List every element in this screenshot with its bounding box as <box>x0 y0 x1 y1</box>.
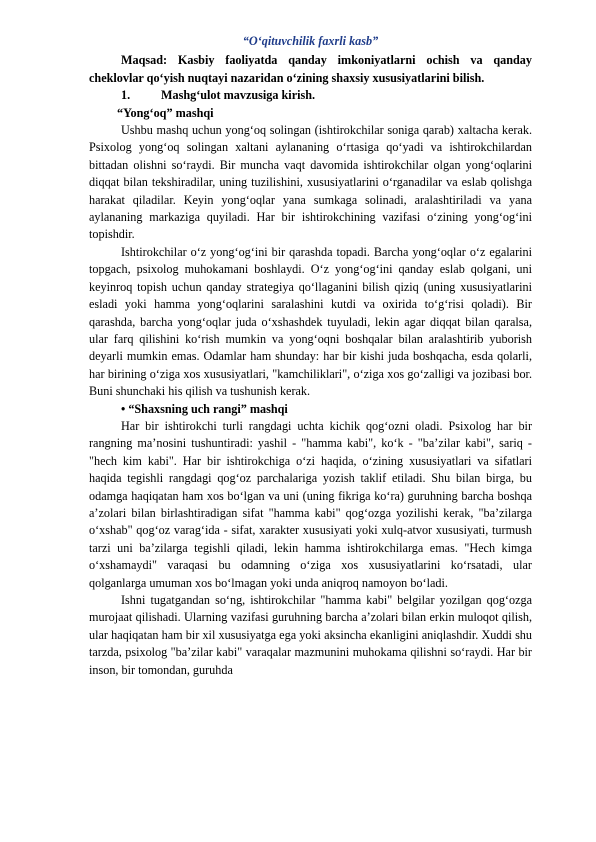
numbered-item <box>89 87 532 104</box>
item-text: Mashg‘ulot mavzusiga kirish. <box>161 88 316 103</box>
document-page <box>89 33 532 679</box>
item-number: 1. <box>121 88 131 103</box>
exercise1-paragraph-2: Ishtirokchilar o‘z yong‘og‘ini bir qarashda topadi. Barcha yong‘oqlar o‘z egalarini topgach, psixolog muhokamani boshlaydi. O‘z yong‘og‘ini qanday eslab qolgani, uni keyinroq topish uchun qanday strategiya qo‘llaganini bilish qiziq (uning xususiyatlarini esladi yoki hamma yong‘oqlarini saralashini kutdi va oxirida to‘g‘risi qoladi). Bir qarashda, barcha yong‘oqlar juda o‘xshashdek tuyuladi, lekin agar diqqat bilan qaralsa, ular farq qilishini ko‘rish mumkin va yong‘oqni boshqalar bilan aralashtirib yuborish deyarli mumkin emas. Odamlar ham shunday: har bir kishi juda boshqacha, esda qolarli, har birining o‘ziga xos xususiyatlari, "kamchiliklari", o‘ziga xos go‘zalligi va jozibasi bor. Buni shunchaki his qilish va tushunish kerak. <box>89 244 532 399</box>
aim-paragraph: Maqsad: Kasbiy faoliyatda qanday imkoniyatlarni ochish va qanday cheklovlar qo‘yish nuqtayi nazaridan o‘zining shaxsiy xususiyatlarini bilish. <box>89 53 532 85</box>
exercise1-paragraph-1: Ushbu mashq uchun yong‘oq solingan (ishtirokchilar soniga qarab) xaltacha kerak. Psixolog yong‘oq solingan xaltani aylananing o‘rtasiga qo‘yadi va ishtirokchilardan bittadan olishni so‘raydi. Bir muncha vaqt davomida ishtirokchilar olgan yong‘oqlarini diqqat bilan tekshiradilar, uning tuzilishini, xususiyatlarini o‘rganadilar va eslab qolishga harakat qiladilar. Keyin yong‘oqlar yana sumkaga solinadi, aralashtiriladi va yana aylananing markaziga quyiladi. Har bir ishtirokchining vazifasi o‘zining yong‘og‘ini topishdir. <box>89 123 532 242</box>
exercise2-paragraph-2: Ishni tugatgandan so‘ng, ishtirokchilar "hamma kabi" belgilar yozilgan qog‘ozga murojaat qilishadi. Ularning vazifasi guruhning barcha a’zolari bilan erkin muloqot qilish, ular haqiqatan ham bir xil xususiyatga ega yoki aksincha ekanligini aniqlashdir. Xuddi shu tarzda, psixolog "ba’zilar kabi" varaqalar mazmunini muhokama qilishni so‘raydi. Har bir inson, bir tomondan, guruhda <box>89 593 532 677</box>
document-title: “O‘qituvchilik faxrli kasb” <box>242 34 379 48</box>
exercise2-paragraph-1: Har bir ishtirokchi turli rangdagi uchta kichik qog‘ozni oladi. Psixolog har bir rangning ma’nosini tushuntiradi: yashil - "hamma kabi", ko‘k - "ba’zilar kabi", sariq - "hech kim kabi". Har bir ishtirokchiga o‘zi haqida, o‘zining xususiyatlari va sifatlari haqida tegishli rangdagi qog‘oz parchalariga yozish taklif etiladi. Shu bilan birga, bu odamga haqiqatan ham xos bo‘lgan va uni (uning fikriga ko‘ra) guruhning barcha boshqa a’zolari bilan birlashtiradigan sifat "hamma kabi" qog‘ozga yozilishi kerak, "ba’zilarga o‘xshab" qog‘oz varag‘ida - sifat, xarakter xususiyati yoki xulq-atvor xususiyati, turmush tarzi uni ba’zilarga tegishli qiladi, lekin hamma ishtirokchilarga emas. "Hech kimga o‘xshamaydi" varaqasi bu odamning o‘ziga xos xususiyatlarini ko‘rsatadi, ular qolganlarga umuman xos bo‘lmagan yoki unda aniqroq namoyon bo‘ladi. <box>89 418 532 590</box>
exercise1-heading: “Yong‘oq” mashqi <box>117 105 214 120</box>
exercise2-heading: • “Shaxsning uch rangi” mashqi <box>121 401 288 416</box>
